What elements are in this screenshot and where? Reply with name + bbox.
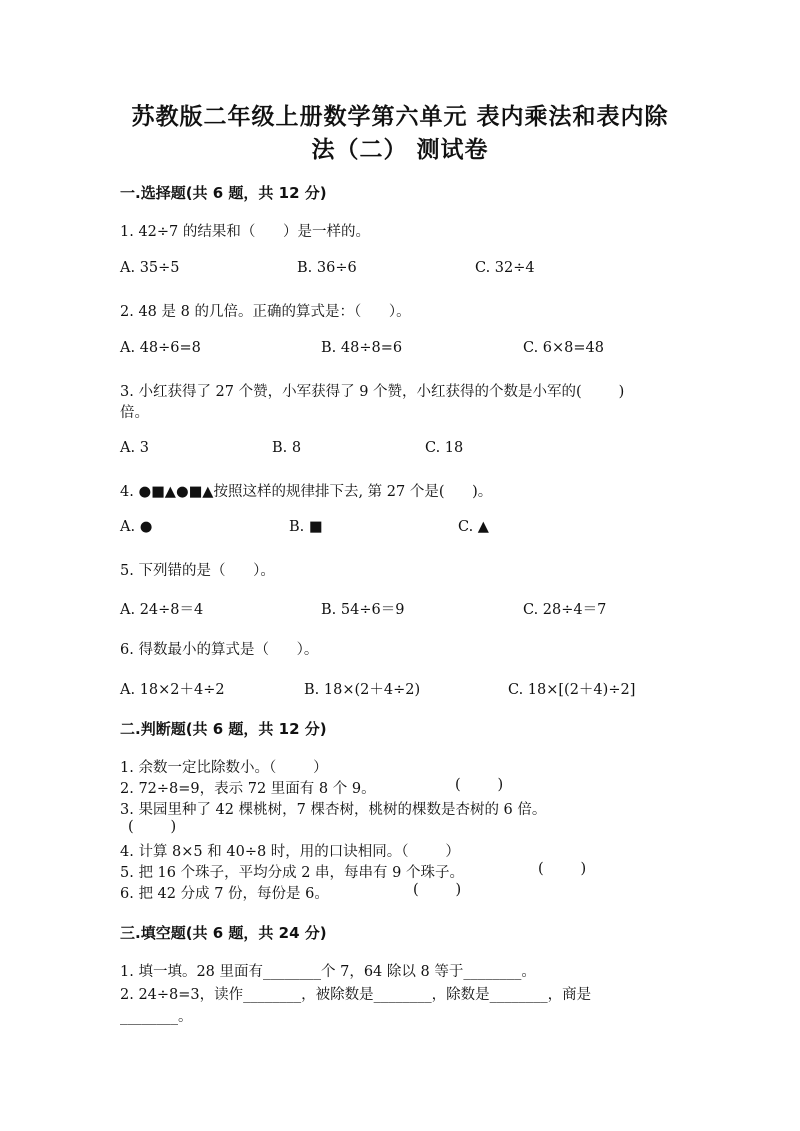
question-1-option-b: B. 36÷6 — [297, 260, 357, 276]
question-5-option-b: B. 54÷6＝9 — [321, 602, 405, 618]
question-4-option-a: A. ● — [120, 519, 153, 535]
question-2-stem: 2. 48 是 8 的几倍。正确的算式是：（ ）。 — [120, 304, 411, 320]
section-heading-choice: 一.选择题(共 6 题，共 12 分) — [120, 184, 327, 202]
question-6-option-b: B. 18×(2＋4÷2) — [304, 682, 421, 698]
question-3-stem: 3. 小红获得了 27 个赞，小军获得了 9 个赞，小红获得的个数是小军的( ) — [120, 384, 625, 400]
fill-item-2-continued: ________。 — [120, 1009, 193, 1025]
question-5-stem: 5. 下列错的是（ ）。 — [120, 563, 275, 579]
question-3-option-c: C. 18 — [425, 440, 464, 456]
judgement-item-6-paren: ( ) — [413, 882, 462, 898]
section-heading-judgement: 二.判断题(共 6 题，共 12 分) — [120, 720, 327, 738]
judgement-item-2: 2. 72÷8=9，表示 72 里面有 8 个 9。 — [120, 781, 376, 797]
question-1-option-c: C. 32÷4 — [475, 260, 535, 276]
judgement-item-3: 3. 果园里种了 42 棵桃树，7 棵杏树，桃树的棵数是杏树的 6 倍。 — [120, 802, 547, 818]
question-1-stem: 1. 42÷7 的结果和（ ）是一样的。 — [120, 224, 371, 240]
question-3-option-a: A. 3 — [120, 440, 149, 456]
judgement-item-6: 6. 把 42 分成 7 份，每份是 6。 — [120, 886, 329, 902]
question-6-option-c: C. 18×[(2＋4)÷2] — [508, 682, 636, 698]
judgement-item-5: 5. 把 16 个珠子，平均分成 2 串，每串有 9 个珠子。 — [120, 865, 464, 881]
section-heading-fill-in: 三.填空题(共 6 题，共 24 分) — [120, 924, 327, 942]
question-2-option-a: A. 48÷6=8 — [120, 340, 201, 356]
question-2-option-b: B. 48÷8=6 — [321, 340, 403, 356]
question-3-option-b: B. 8 — [272, 440, 302, 456]
question-1-option-a: A. 35÷5 — [120, 260, 180, 276]
question-5-option-a: A. 24÷8＝4 — [120, 602, 204, 618]
title-line-1: 苏教版二年级上册数学第六单元 表内乘法和表内除 — [131, 103, 669, 130]
question-6-stem: 6. 得数最小的算式是（ ）。 — [120, 642, 319, 658]
judgement-item-2-paren: ( ) — [455, 777, 504, 793]
question-3-stem-continued: 倍。 — [120, 405, 149, 421]
question-4-option-c: C. ▲ — [458, 519, 489, 535]
judgement-item-4: 4. 计算 8×5 和 40÷8 时，用的口诀相同。（ ） — [120, 844, 460, 860]
title-line-2: 法（二） 测试卷 — [311, 136, 489, 163]
question-2-option-c: C. 6×8=48 — [523, 340, 604, 356]
question-6-option-a: A. 18×2＋4÷2 — [120, 682, 225, 698]
judgement-item-1: 1. 余数一定比除数小。（ ） — [120, 760, 328, 776]
question-4-option-b: B. ■ — [289, 519, 323, 535]
fill-item-2: 2. 24÷8=3，读作________，被除数是________，除数是________，商是 — [120, 987, 592, 1003]
question-4-stem: 4. ●■▲●■▲按照这样的规律排下去, 第 27 个是( )。 — [120, 484, 493, 500]
question-5-option-c: C. 28÷4＝7 — [523, 602, 607, 618]
fill-item-1: 1. 填一填。28 里面有________个 7，64 除以 8 等于________。 — [120, 964, 536, 980]
judgement-item-3-paren: ( ) — [128, 819, 177, 835]
judgement-item-5-paren: ( ) — [538, 861, 587, 877]
